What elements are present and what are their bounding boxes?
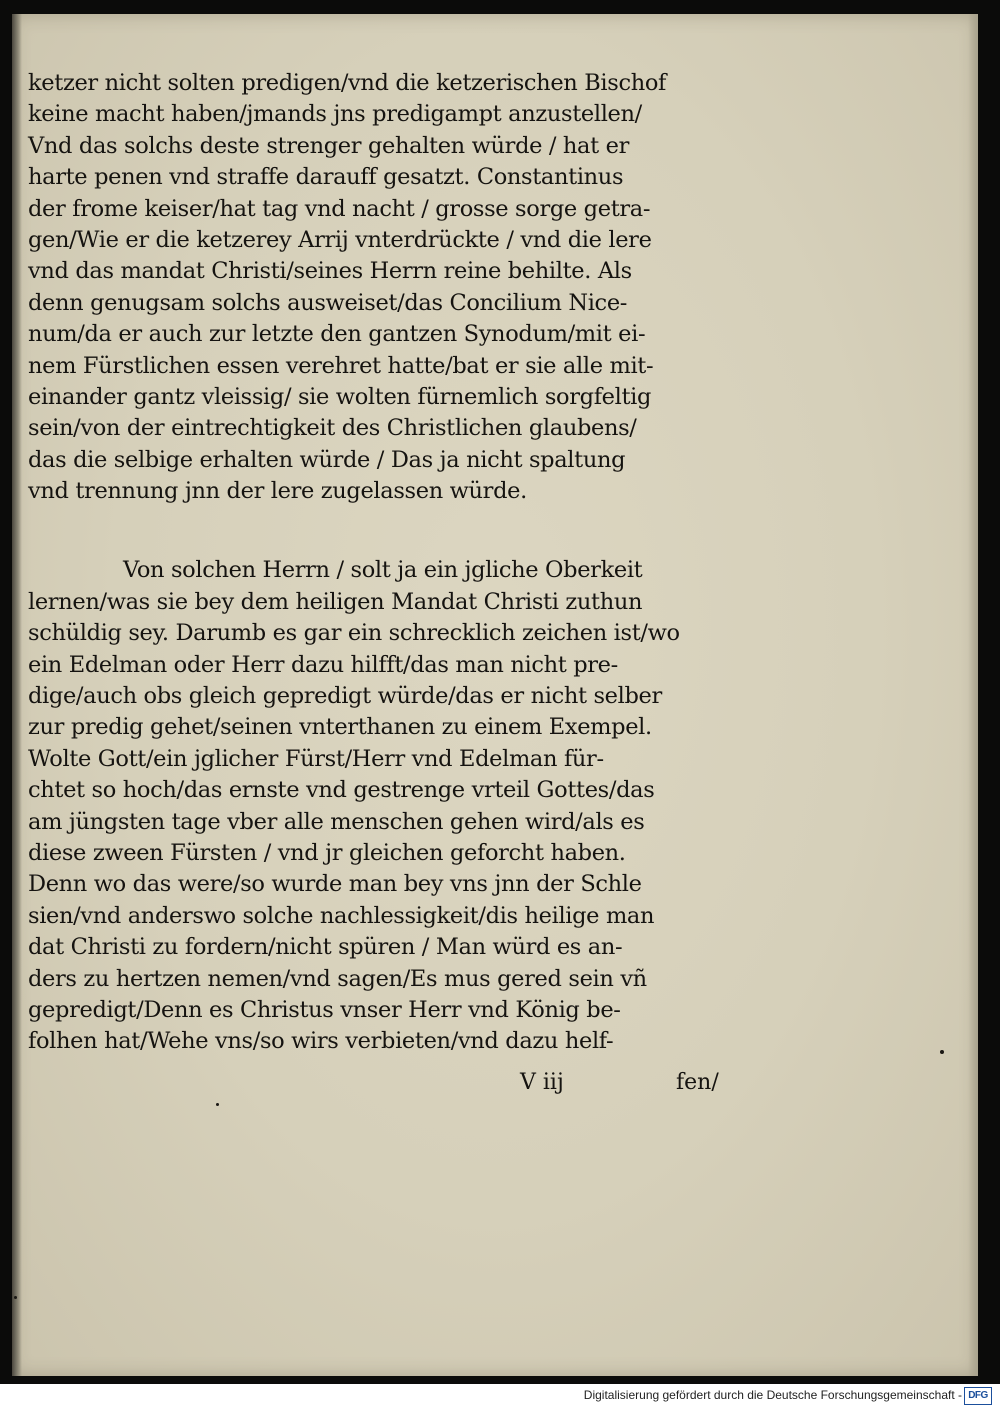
- text-line: dige/auch obs gleich gepredigt würde/das er nicht selber: [28, 683, 662, 710]
- paragraph-2: [28, 555, 768, 1057]
- text-line: Von solchen Herrn / solt ja ein jgliche Oberkeit: [123, 557, 643, 584]
- funding-notice: Digitalisierung gefördert durch die Deutsche Forschungsgemeinschaft -: [583, 1388, 962, 1402]
- text-line: folhen hat/Wehe vns/so wirs verbieten/vnd dazu helf-: [28, 1028, 614, 1055]
- text-line: das die selbige erhalten würde / Das ja nicht spaltung: [28, 446, 626, 473]
- paragraph-1: [28, 68, 768, 507]
- text-line: ein Edelman oder Herr dazu hilfft/das man nicht pre-: [28, 651, 618, 678]
- text-block: [28, 68, 768, 1058]
- text-line: zur predig gehet/seinen vnterthanen zu einem Exempel.: [28, 714, 652, 741]
- catchword: fen/: [676, 1070, 719, 1095]
- dfg-logo: DFG: [964, 1387, 992, 1405]
- text-line: num/da er auch zur letzte den gantzen Synodum/mit ei-: [28, 321, 646, 348]
- signature-mark: V iij: [520, 1070, 564, 1095]
- paper-edge: [968, 14, 978, 1376]
- text-line: gen/Wie er die ketzerey Arrij vnterdrückte / vnd die lere: [28, 226, 652, 253]
- text-line: ders zu hertzen nemen/vnd sagen/Es mus gered sein vñ: [28, 965, 647, 992]
- ink-speck: [14, 1296, 17, 1299]
- ink-speck: [216, 1103, 219, 1106]
- text-line: vnd trennung jnn der lere zugelassen würde.: [28, 478, 527, 505]
- text-line: chtet so hoch/das ernste vnd gestrenge vrteil Gottes/das: [28, 777, 655, 804]
- text-line: keine macht haben/jmands jns predigampt anzustellen/: [28, 101, 642, 128]
- text-line: diese zween Fürsten / vnd jr gleichen geforcht haben.: [28, 839, 626, 866]
- paragraph-gap: [28, 507, 768, 555]
- ink-speck: [940, 1050, 944, 1054]
- text-line: denn genugsam solchs ausweiset/das Concilium Nice-: [28, 289, 628, 316]
- binding-shadow: [12, 14, 22, 1376]
- text-line: lernen/was sie bey dem heiligen Mandat Christi zuthun: [28, 588, 643, 615]
- text-line: sein/von der eintrechtigkeit des Christlichen glaubens/: [28, 415, 637, 442]
- text-line: Wolte Gott/ein jglicher Fürst/Herr vnd Edelman für-: [28, 745, 604, 772]
- text-line: ketzer nicht solten predigen/vnd die ketzerischen Bischof: [28, 70, 667, 96]
- text-line: der frome keiser/hat tag vnd nacht / grosse sorge getra-: [28, 195, 651, 222]
- text-line: nem Fürstlichen essen verehret hatte/bat er sie alle mit-: [28, 352, 654, 379]
- footer-bar: [0, 1384, 1000, 1408]
- text-line: Denn wo das were/so wurde man bey vns jnn der Schle: [28, 871, 642, 898]
- text-line: Vnd das solchs deste strenger gehalten würde / hat er: [28, 132, 629, 159]
- text-line: sien/vnd anderswo solche nachlessigkeit/dis heilige man: [28, 902, 655, 929]
- text-line: harte penen vnd straffe darauff gesatzt. Constantinus: [28, 164, 624, 191]
- text-line: gepredigt/Denn es Christus vnser Herr vnd König be-: [28, 996, 621, 1023]
- text-line: vnd das mandat Christi/seines Herrn reine behilte. Als: [28, 258, 632, 285]
- text-line: dat Christi zu fordern/nicht spüren / Man würd es an-: [28, 934, 623, 961]
- text-line: am jüngsten tage vber alle menschen gehen wird/als es: [28, 808, 645, 835]
- text-line: einander gantz vleissig/ sie wolten fürnemlich sorgfeltig: [28, 383, 652, 410]
- text-line: schüldig sey. Darumb es gar ein schrecklich zeichen ist/wo: [28, 620, 680, 647]
